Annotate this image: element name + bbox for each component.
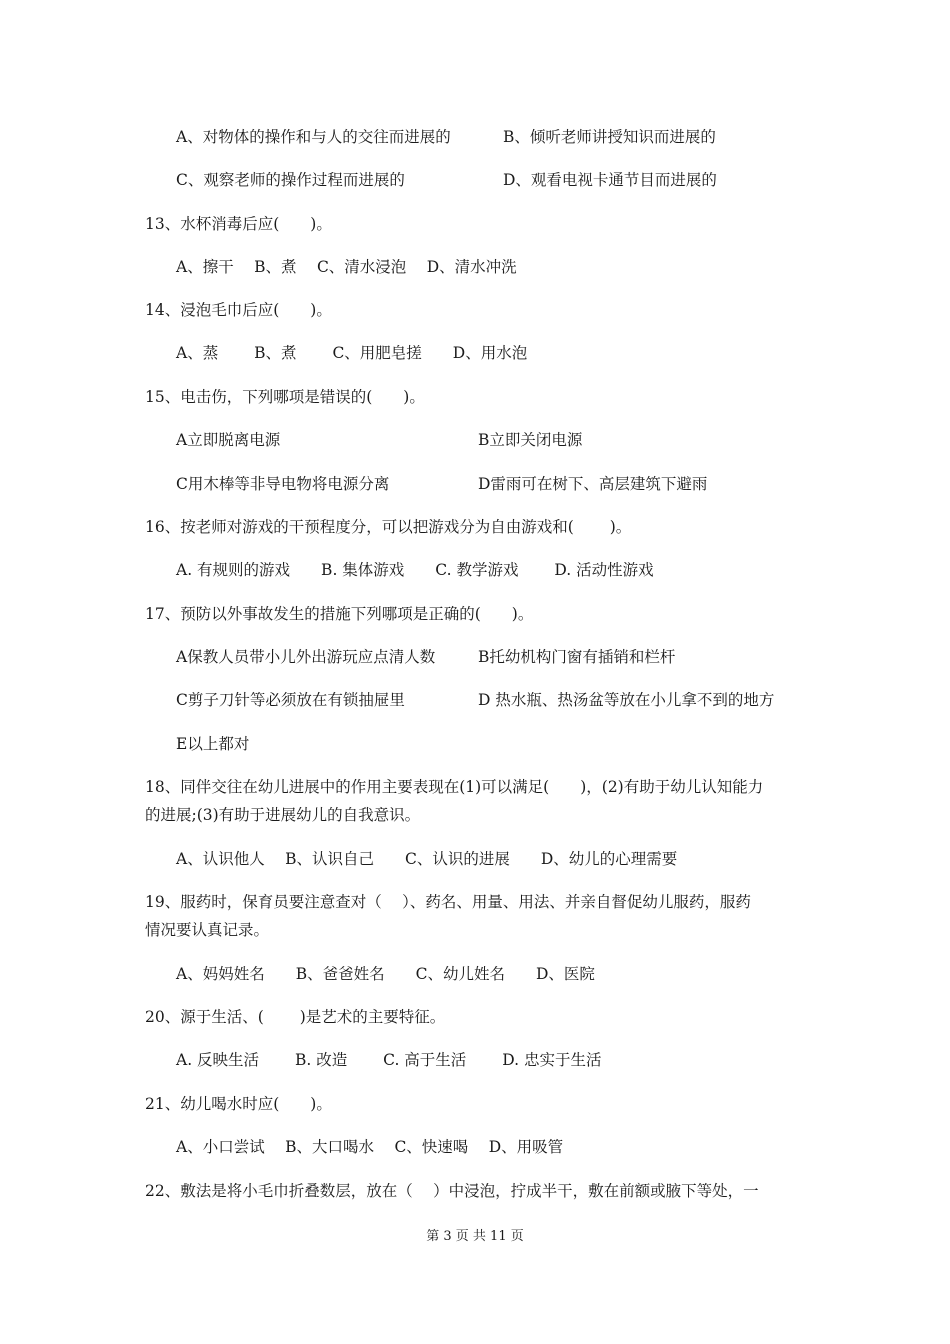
q18-stem-line2: 的进展;(3)有助于进展幼儿的自我意识。 [145, 806, 421, 824]
q17-stem: 17、预防以外事故发生的措施下列哪项是正确的( )。 [145, 605, 534, 623]
page-number-footer: 第 3 页 共 11 页 [426, 1229, 524, 1244]
q17-option-a: A保教人员带小儿外出游玩应点清人数 [176, 648, 436, 666]
q12-option-b: B、倾听老师讲授知识而进展的 [503, 128, 716, 146]
q15-stem: 15、电击伤，下列哪项是错误的( )。 [145, 388, 425, 406]
q13-options: A、擦干 B、煮 C、清水浸泡 D、清水冲洗 [176, 258, 517, 276]
q17-option-d: D 热水瓶、热汤盆等放在小儿拿不到的地方 [478, 691, 775, 709]
q13-stem: 13、水杯消毒后应( )。 [145, 215, 332, 233]
q15-option-a: A立即脱离电源 [176, 431, 281, 449]
q16-stem: 16、按老师对游戏的干预程度分，可以把游戏分为自由游戏和( )。 [145, 518, 632, 536]
q18-options: A、认识他人 B、认识自己 C、认识的进展 D、幼儿的心理需要 [176, 850, 678, 868]
q14-options: A、蒸 B、煮 C、用肥皂搓 D、用水泡 [176, 344, 528, 362]
q17-option-c: C剪子刀针等必须放在有锁抽屉里 [176, 691, 405, 709]
q19-options: A、妈妈姓名 B、爸爸姓名 C、幼儿姓名 D、医院 [176, 965, 595, 983]
q22-stem-line1: 22、敷法是将小毛巾折叠数层，放在（ ）中浸泡，拧成半干，敷在前额或腋下等处，一 [145, 1182, 759, 1200]
q15-option-b: B立即关闭电源 [478, 431, 583, 449]
q19-stem-line1: 19、服药时，保育员要注意查对（ ）、药名、用量、用法、并亲自督促幼儿服药，服药 [145, 893, 751, 911]
q21-stem: 21、幼儿喝水时应( )。 [145, 1095, 332, 1113]
q19-stem-line2: 情况要认真记录。 [145, 921, 270, 939]
q20-stem: 20、源于生活、( )是艺术的主要特征。 [145, 1008, 446, 1026]
q14-stem: 14、浸泡毛巾后应( )。 [145, 301, 332, 319]
q12-option-c: C、观察老师的操作过程而进展的 [176, 171, 405, 189]
q17-option-e: E以上都对 [176, 735, 250, 753]
q16-options: A. 有规则的游戏 B. 集体游戏 C. 教学游戏 D. 活动性游戏 [176, 561, 654, 579]
q18-stem-line1: 18、同伴交往在幼儿进展中的作用主要表现在(1)可以满足( )，(2)有助于幼儿认知能力 [145, 778, 764, 796]
q15-option-c: C用木棒等非导电物将电源分离 [176, 475, 390, 493]
q17-option-b: B托幼机构门窗有插销和栏杆 [478, 648, 676, 666]
q20-options: A. 反映生活 B. 改造 C. 高于生活 D. 忠实于生活 [176, 1051, 602, 1069]
q21-options: A、小口尝试 B、大口喝水 C、快速喝 D、用吸管 [176, 1138, 564, 1156]
q15-option-d: D雷雨可在树下、高层建筑下避雨 [478, 475, 708, 493]
q12-option-d: D、观看电视卡通节目而进展的 [503, 171, 717, 189]
q12-option-a: A、对物体的操作和与人的交往而进展的 [176, 128, 451, 146]
